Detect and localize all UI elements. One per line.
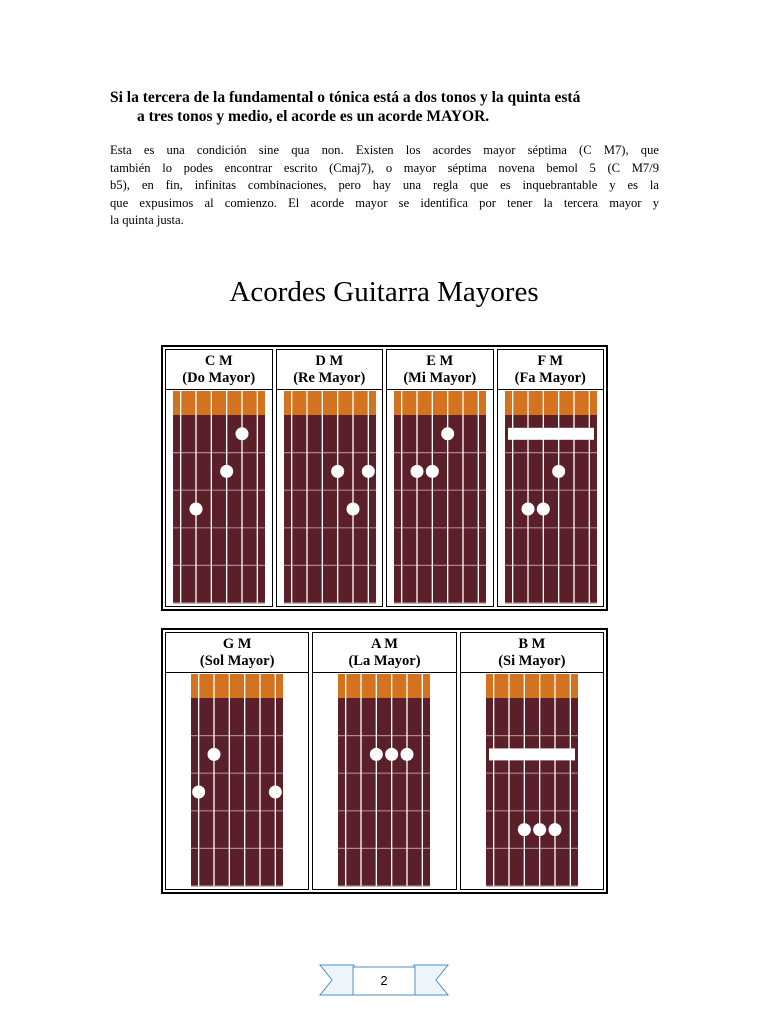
chord-name: (Sol Mayor) bbox=[199, 653, 275, 669]
chord-diagram bbox=[498, 390, 604, 606]
finger-dot bbox=[370, 748, 383, 761]
chord-name: (Si Mayor) bbox=[498, 653, 566, 669]
chord-diagram bbox=[313, 673, 455, 889]
fretboard bbox=[486, 674, 578, 886]
chord-diagram bbox=[387, 390, 493, 606]
fretboard-diagram bbox=[387, 390, 493, 606]
body-paragraph bbox=[110, 142, 659, 230]
chord-header bbox=[277, 350, 383, 390]
paragraph-line: la quinta justa. bbox=[110, 213, 184, 228]
chord-header bbox=[387, 350, 493, 390]
finger-dot bbox=[331, 465, 344, 478]
chord-name: (La Mayor) bbox=[348, 653, 421, 669]
chord-diagram bbox=[277, 390, 383, 606]
finger-dot bbox=[521, 503, 534, 516]
paragraph-line: b5), en fin, infinitas combinaciones, pero hay una regla que es inquebrantable y es la bbox=[110, 178, 659, 193]
fretboard bbox=[394, 391, 486, 603]
nut bbox=[394, 391, 486, 415]
chord-cell-c bbox=[165, 349, 273, 607]
finger-dot bbox=[208, 748, 221, 761]
finger-dot bbox=[190, 503, 203, 516]
chord-cell-a bbox=[312, 632, 456, 890]
nut bbox=[338, 674, 430, 698]
chord-header bbox=[166, 633, 308, 673]
nut bbox=[486, 674, 578, 698]
finger-dot bbox=[441, 427, 454, 440]
finger-dot bbox=[220, 465, 233, 478]
chord-diagram bbox=[166, 390, 272, 606]
chord-diagram bbox=[166, 673, 308, 889]
chord-name: (Re Mayor) bbox=[293, 370, 366, 386]
fretboard bbox=[505, 391, 597, 603]
chord-table-row-2 bbox=[161, 628, 608, 894]
paragraph-line: que expusimos al comienzo. El acorde mayor se identifica por tener la tercera mayor y bbox=[110, 195, 659, 210]
chord-cell-e bbox=[386, 349, 494, 607]
finger-dot bbox=[426, 465, 439, 478]
chord-symbol: A M bbox=[371, 636, 398, 652]
section-title: Acordes Guitarra Mayores bbox=[229, 276, 539, 308]
fretboard-diagram bbox=[166, 390, 272, 606]
barre-bar bbox=[508, 428, 594, 440]
fretboard-diagram bbox=[498, 390, 604, 606]
finger-dot bbox=[517, 823, 530, 836]
chord-cell-b bbox=[460, 632, 604, 890]
chord-name: (Fa Mayor) bbox=[514, 370, 586, 386]
fretboard bbox=[284, 391, 376, 603]
chord-symbol: G M bbox=[222, 636, 252, 652]
chord-header bbox=[166, 350, 272, 390]
nut bbox=[173, 391, 265, 415]
finger-dot bbox=[548, 823, 561, 836]
rule-heading bbox=[110, 88, 660, 126]
finger-dot bbox=[401, 748, 414, 761]
fretboard bbox=[338, 674, 430, 886]
nut bbox=[284, 391, 376, 415]
finger-dot bbox=[236, 427, 249, 440]
finger-dot bbox=[269, 786, 282, 799]
chord-symbol: F M bbox=[537, 353, 564, 369]
finger-dot bbox=[552, 465, 565, 478]
rule-heading-line-1: Si la tercera de la fundamental o tónica está a dos tonos y la quinta está bbox=[110, 89, 581, 106]
chord-name: (Do Mayor) bbox=[182, 370, 256, 386]
chord-cell-f bbox=[497, 349, 605, 607]
fretboard-diagram bbox=[166, 673, 308, 889]
finger-dot bbox=[533, 823, 546, 836]
chord-symbol: C M bbox=[204, 353, 233, 369]
paragraph-line: Esta es una condición sine qua non. Existen los acordes mayor séptima (C M7), que bbox=[110, 143, 659, 157]
chord-symbol: E M bbox=[426, 353, 454, 369]
chord-header bbox=[461, 633, 603, 673]
nut bbox=[505, 391, 597, 415]
fretboard bbox=[191, 674, 283, 886]
chord-header bbox=[498, 350, 604, 390]
page-number: 2 bbox=[380, 973, 388, 988]
paragraph-line: también lo podes encontrar escrito (Cmaj7), o mayor séptima novena bemol 5 (C M7/9 bbox=[110, 160, 659, 175]
finger-dot bbox=[192, 786, 205, 799]
finger-dot bbox=[385, 748, 398, 761]
chord-symbol: D M bbox=[315, 353, 344, 369]
chord-diagram bbox=[461, 673, 603, 889]
nut bbox=[191, 674, 283, 698]
chord-cell-d bbox=[276, 349, 384, 607]
finger-dot bbox=[536, 503, 549, 516]
fretboard-diagram bbox=[313, 673, 455, 889]
fretboard-diagram bbox=[461, 673, 603, 889]
rule-heading-line-2: a tres tonos y medio, el acorde es un acorde MAYOR. bbox=[137, 108, 490, 125]
fretboard-diagram bbox=[277, 390, 383, 606]
chord-table-row-1 bbox=[161, 345, 608, 611]
finger-dot bbox=[346, 503, 359, 516]
chord-name: (Mi Mayor) bbox=[403, 370, 477, 386]
chord-header bbox=[313, 633, 455, 673]
finger-dot bbox=[361, 465, 374, 478]
chord-symbol: B M bbox=[518, 636, 546, 652]
fretboard bbox=[173, 391, 265, 603]
barre-bar bbox=[489, 748, 575, 760]
chord-cell-g bbox=[165, 632, 309, 890]
finger-dot bbox=[411, 465, 424, 478]
